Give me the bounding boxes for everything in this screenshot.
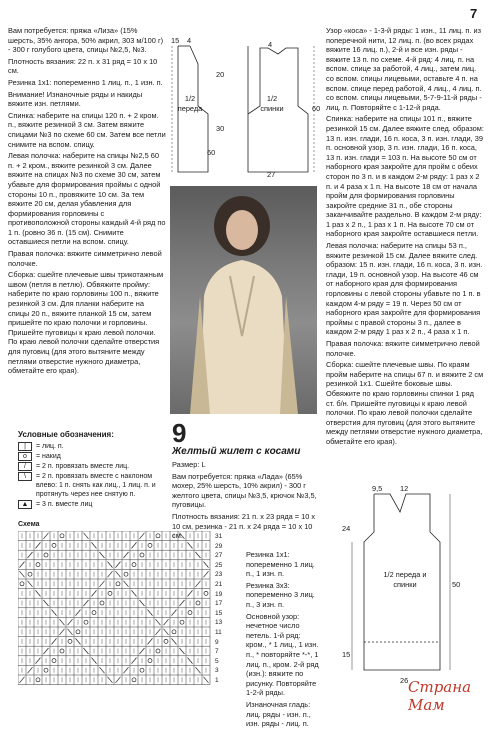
yarn-over-mark bbox=[132, 678, 136, 682]
decrease-mark bbox=[36, 590, 41, 596]
decrease-mark bbox=[28, 581, 33, 587]
chart-row-number: 13 bbox=[215, 619, 223, 627]
chart-row-number: 21 bbox=[215, 580, 223, 588]
decrease-mark bbox=[108, 677, 113, 683]
decrease-mark bbox=[196, 667, 201, 673]
dim-label: 60 bbox=[312, 104, 321, 113]
main-pattern-text: Основной узор: нечетное число петель. 1-й ряд: кром., * 1 лиц., 1 изн. п., * повторяйте *-*, 1 лиц. п., кром. 2-й ряд (изн.): вяжите по рисунку. Повторяйте 1-2-й ряды. bbox=[246, 611, 319, 698]
back-text: Спинка: наберите на спицы 101 п., вяжите резинкой 15 см. Далее вяжите след. образом: 13 п. изн. глади, 16 п. коса, 3 п. изн. глади, 39 п. основной узор, 3 п. изн. глади, 16 п. коса, 13 п. изн. глади = 103 п. На высоте 50 см от наборного края закройте для пройм с обеих сторон по 3 п. и в каждом 2-м ряду: 1 раз х 2 п. и 4 раза х 1 п. На высоте 18 см от начала пройм для формирования горловины закройте средние 31 п., обе стороны заканчивайте раздельно. В каждом 2-м ряду: 1 раз х 2 п., 1 раз х 1 п. На высоте 70 см от наборного края закройте оставшиеся петли. bbox=[326, 114, 484, 239]
decrease-mark bbox=[92, 542, 97, 548]
yarn-over-mark bbox=[148, 543, 152, 547]
assembly-text: Сборка: сшейте плечевые швы. По краям пройм наберите на спицы 67 п. и вяжите 2 см резинкой 1х1. Сшейте боковые швы. Обвяжите по краю горловины спинки 1 ряд ст. б/н. Пришейте пуговицы к краю левой полочки. По краю левой полочки сделайте отверстия для пуговиц (для этого вытяните между петлями отверстие нужного диаметра, обметайте его края). bbox=[326, 360, 484, 446]
knit-stitch-icon: | bbox=[18, 442, 32, 451]
dim-label: 15 bbox=[171, 36, 180, 45]
site-watermark: Страна Мам bbox=[408, 678, 472, 714]
decrease-mark bbox=[76, 638, 81, 644]
decrease-mark bbox=[44, 600, 49, 606]
yarn-over-mark bbox=[204, 591, 208, 595]
dim-label: 26 bbox=[400, 676, 409, 685]
rib1-text: Резинка 1х1: попеременно 1 лиц. п., 1 изн. п. bbox=[246, 550, 315, 579]
legend-item: ▲ = 3 п. вместе лиц bbox=[18, 500, 168, 509]
project-title: Желтый жилет с косами bbox=[172, 446, 301, 457]
decrease-mark bbox=[100, 581, 105, 587]
decrease-mark bbox=[156, 619, 161, 625]
k3tog-icon: ▲ bbox=[18, 500, 32, 509]
yarn-over-mark bbox=[20, 582, 24, 586]
right-front-text: Правая полочка: вяжите симметрично левой полочке. bbox=[8, 249, 162, 268]
yarn-over-mark bbox=[172, 630, 176, 634]
cable-pattern-text: Узор «коса» - 1-3-й ряды: 1 изн., 11 лиц. п. из поперечной нити, 12 лиц. п. (во всех рядах вяжите 16 лиц. п.), 2-й и все изн. ряды - вяжите 13 п. по схеме. 4-й ряд: 4 лиц. п. на вспом. спице за работой, 4 лиц., затем лиц. со вспом. спицы лицевыми, оставьте 4 п. на вспом. спице перед работой, 4 лиц., 4 лиц. п. со вспом. спицы лицевыми, 5-7-9-11-й ряды - лиц. п. Повторяйте с 1-12-й ряда. bbox=[326, 26, 482, 112]
yarn-over-mark bbox=[164, 639, 168, 643]
decrease-mark bbox=[84, 648, 89, 654]
yarn-over-mark bbox=[76, 630, 80, 634]
decrease-mark bbox=[196, 552, 201, 558]
chart-row-number: 23 bbox=[215, 571, 223, 579]
left-front-text: Левая полочка: наберите на спицы №2,5 60 п. + 2 кром., вяжите резинкой 3 см. Далее вяжите на спицах №3 по схеме 30 см, затем убавьте для формирования проймы с одной стороны 10 п., провяжите 10 см. За тем вяжите 20 см, делая убавления для формирования горловины с противоположной стороны каждый 4-й ряд по 1 п. (ровно 36 п. (15 см). Снимите оставшиеся петли на вспом. спицу. bbox=[8, 151, 166, 247]
decrease-mark bbox=[36, 542, 41, 548]
yarn-over-mark bbox=[52, 659, 56, 663]
dim-label: 50 bbox=[452, 580, 461, 589]
chart-row-number: 17 bbox=[215, 600, 223, 608]
decrease-mark bbox=[92, 658, 97, 664]
decrease-mark bbox=[196, 581, 201, 587]
decrease-mark bbox=[188, 658, 193, 664]
yarn-over-mark bbox=[60, 534, 64, 538]
chart-row-number: 27 bbox=[215, 552, 223, 560]
left-front-text: Левая полочка: наберите на спицы 53 п., вяжите резинкой 15 см. Далее вяжите след. образом: 15 п. изн. глади, 16 п. коса, 3 п. изн. глади, 19 п. основной узор. На высоте 46 см от наборного края для формирования горловины с левой стороны убавьте по 1 п. в каждом 4-м ряду = 19 п. Через 50 см от наборного края закройте для формирования проймы с правой стороны 3 п., далее в каждом 2-м ряду 1 раз х 2 п., 4 раза х 1 п. bbox=[326, 241, 483, 337]
assembly-text: Сборка: сшейте плечевые швы трикотажным швом (петля в петлю). Обвяжите пройму: наберите по краю горловины 100 п., вяжите резинкой 3 см. Для планки наберите на спицы 20 п., вяжите планкой 15 см, затем пришейте по краю полочки и горловины. Пришейте пуговицы к краю левой полочки. По краю левой полочки сделайте отверстия для пуговиц (для этого вытяните между петлями отверстие нужного диаметра, обметайте его края). bbox=[8, 270, 164, 376]
decrease-mark bbox=[68, 619, 73, 625]
decrease-mark bbox=[20, 677, 25, 683]
decrease-mark bbox=[164, 619, 169, 625]
legend-item: o = накид bbox=[18, 452, 168, 461]
decrease-mark bbox=[92, 590, 97, 596]
decrease-mark bbox=[100, 552, 105, 558]
yarn-over-icon: o bbox=[18, 452, 32, 461]
decrease-mark bbox=[132, 542, 137, 548]
chart-row-number: 25 bbox=[215, 561, 223, 569]
gauge-text: Плотность вязания: 21 п. х 23 ряда = 10 х 10 см, резинка - 21 п. х 24 ряда = 10 х 10 см. bbox=[172, 511, 316, 541]
attention-text: Внимание! Изнаночные ряды и накиды вяжите изн. петлями. bbox=[8, 89, 143, 109]
yarn-over-mark bbox=[84, 620, 88, 624]
decrease-mark bbox=[140, 533, 145, 539]
chart-row-number: 19 bbox=[215, 590, 223, 598]
dim-label: 24 bbox=[342, 524, 351, 533]
decrease-mark bbox=[180, 648, 185, 654]
middle-column-narrow bbox=[246, 550, 322, 731]
yarn-over-mark bbox=[196, 601, 200, 605]
materials-text: Вам потребуется: пряжа «Лада» (65% мохер, 25% шерсть, 10% акрил) - 300 г желтого цвета, спицы №3,5, крючок №3,5, пуговицы. bbox=[172, 471, 317, 510]
chart-row-number: 29 bbox=[215, 542, 223, 550]
reverse-stockinette-text: Изнаночная гладь: лиц. ряды - изн. п., изн. ряды - лиц. п. bbox=[246, 699, 311, 729]
yarn-over-mark bbox=[140, 668, 144, 672]
right-column bbox=[326, 26, 484, 449]
yarn-over-mark bbox=[36, 563, 40, 567]
yarn-over-mark bbox=[60, 649, 64, 653]
gauge-text: Плотность вязания: 22 п. х 31 ряд = 10 х 10 см. bbox=[8, 56, 158, 76]
decrease-mark bbox=[84, 600, 89, 606]
front-label: 1/2 переда bbox=[177, 94, 203, 113]
decrease-mark bbox=[36, 658, 41, 664]
chart-row-number: 9 bbox=[215, 638, 219, 646]
right-front-text: Правая полочка: вяжите симметрично левой полочке. bbox=[326, 339, 480, 358]
chart-row-number: 11 bbox=[215, 628, 222, 636]
dim-label: 20 bbox=[216, 70, 225, 79]
decrease-mark bbox=[188, 590, 193, 596]
materials-text: Вам потребуется: пряжа «Лиза» (15% шерсть, 35% ангора, 50% акрил, 303 м/100 г) - 300 г голубого цвета, спицы №2,5, №3. bbox=[8, 26, 164, 55]
decrease-mark bbox=[116, 677, 121, 683]
decrease-mark bbox=[20, 562, 25, 568]
ssk-icon: \ bbox=[18, 472, 32, 481]
decrease-mark bbox=[164, 629, 169, 635]
yarn-over-mark bbox=[100, 601, 104, 605]
decrease-mark bbox=[124, 667, 129, 673]
yarn-over-mark bbox=[180, 620, 184, 624]
middle-column bbox=[172, 460, 320, 543]
decrease-mark bbox=[188, 542, 193, 548]
decrease-mark bbox=[52, 638, 57, 644]
decrease-mark bbox=[44, 648, 49, 654]
decrease-mark bbox=[68, 629, 73, 635]
dim-label: 9,5 bbox=[372, 484, 383, 493]
dim-label: 4 bbox=[268, 40, 273, 49]
decrease-mark bbox=[52, 610, 57, 616]
dim-label: 30 bbox=[216, 124, 225, 133]
decrease-mark bbox=[172, 638, 177, 644]
yarn-over-mark bbox=[68, 639, 72, 643]
decrease-mark bbox=[84, 533, 89, 539]
yarn-over-mark bbox=[124, 572, 128, 576]
decrease-mark bbox=[60, 619, 65, 625]
yarn-over-mark bbox=[156, 649, 160, 653]
chart-row-number: 1 bbox=[215, 676, 219, 684]
dim-label: 27 bbox=[267, 170, 276, 179]
rib-text: Резинка 1х1: попеременно 1 лиц. п., 1 изн. п. bbox=[8, 77, 163, 87]
decrease-mark bbox=[76, 610, 81, 616]
model-photo bbox=[170, 186, 317, 414]
back-label: 1/2 спинки bbox=[260, 94, 284, 113]
yarn-over-mark bbox=[132, 563, 136, 567]
legend-item: | = лиц. п. bbox=[18, 442, 168, 451]
decrease-mark bbox=[100, 667, 105, 673]
yarn-over-mark bbox=[92, 611, 96, 615]
dim-label: 60 bbox=[207, 148, 216, 157]
yarn-over-mark bbox=[116, 582, 120, 586]
decrease-mark bbox=[148, 610, 153, 616]
decrease-mark bbox=[124, 581, 129, 587]
size-text: Размер: L bbox=[172, 460, 206, 469]
decrease-mark bbox=[44, 533, 49, 539]
chart-row-numbers bbox=[215, 533, 229, 687]
rib3-text: Резинка 3х3: попеременно 3 лиц. п., 3 изн. п. bbox=[246, 580, 315, 609]
yarn-over-mark bbox=[188, 611, 192, 615]
chart-row-number: 3 bbox=[215, 667, 219, 675]
decrease-mark bbox=[140, 600, 145, 606]
yarn-over-mark bbox=[156, 534, 160, 538]
decrease-mark bbox=[204, 677, 209, 683]
yarn-over-mark bbox=[28, 572, 32, 576]
back-text: Спинка: наберите на спицы 120 п. + 2 кром. п., вяжите резинкой 3 см. Затем вяжите спицами №3 по схеме 60 см. Затем все петли снимите на вспом. спицу. bbox=[8, 110, 166, 149]
decrease-mark bbox=[116, 562, 121, 568]
yarn-over-mark bbox=[148, 659, 152, 663]
piece-label: 1/2 переда и спинки bbox=[383, 570, 427, 589]
k2tog-icon: / bbox=[18, 462, 32, 471]
knitting-chart bbox=[18, 531, 214, 691]
decrease-mark bbox=[108, 571, 113, 577]
decrease-mark bbox=[28, 552, 33, 558]
decrease-mark bbox=[108, 562, 113, 568]
yarn-over-mark bbox=[44, 668, 48, 672]
decrease-mark bbox=[132, 658, 137, 664]
decrease-mark bbox=[180, 600, 185, 606]
page-number: 7 bbox=[470, 6, 478, 21]
decrease-mark bbox=[148, 638, 153, 644]
chart-row-number: 5 bbox=[215, 657, 219, 665]
chart-row-number: 15 bbox=[215, 609, 223, 617]
yarn-over-mark bbox=[140, 553, 144, 557]
decrease-mark bbox=[20, 571, 25, 577]
dim-label: 4 bbox=[187, 36, 192, 45]
yarn-over-mark bbox=[44, 553, 48, 557]
chart-row-number: 31 bbox=[215, 533, 223, 540]
decrease-mark bbox=[132, 590, 137, 596]
decrease-mark bbox=[172, 610, 177, 616]
decrease-mark bbox=[60, 629, 65, 635]
schema-label: Схема bbox=[18, 521, 40, 528]
yarn-over-mark bbox=[52, 543, 56, 547]
decrease-mark bbox=[204, 571, 209, 577]
legend-heading: Условные обозначения: bbox=[18, 430, 114, 439]
chart-row-number: 7 bbox=[215, 648, 219, 656]
legend bbox=[18, 430, 168, 510]
decrease-mark bbox=[156, 629, 161, 635]
legend-item: \ = 2 п. провязать вместе с наклоном влево: 1 п. снять как лиц., 1 лиц. п. и протянуть через нее снятую п. bbox=[18, 472, 168, 499]
yarn-over-mark bbox=[108, 591, 112, 595]
decrease-mark bbox=[28, 667, 33, 673]
decrease-mark bbox=[204, 562, 209, 568]
decrease-mark bbox=[140, 648, 145, 654]
dim-label: 12 bbox=[400, 484, 409, 493]
decrease-mark bbox=[116, 571, 121, 577]
yarn-over-mark bbox=[36, 678, 40, 682]
decrease-mark bbox=[124, 552, 129, 558]
left-column bbox=[8, 26, 166, 378]
project-number: 9 bbox=[172, 418, 187, 448]
dim-label: 15 bbox=[342, 650, 351, 659]
legend-item: / = 2 п. провязать вместе лиц. bbox=[18, 462, 168, 471]
